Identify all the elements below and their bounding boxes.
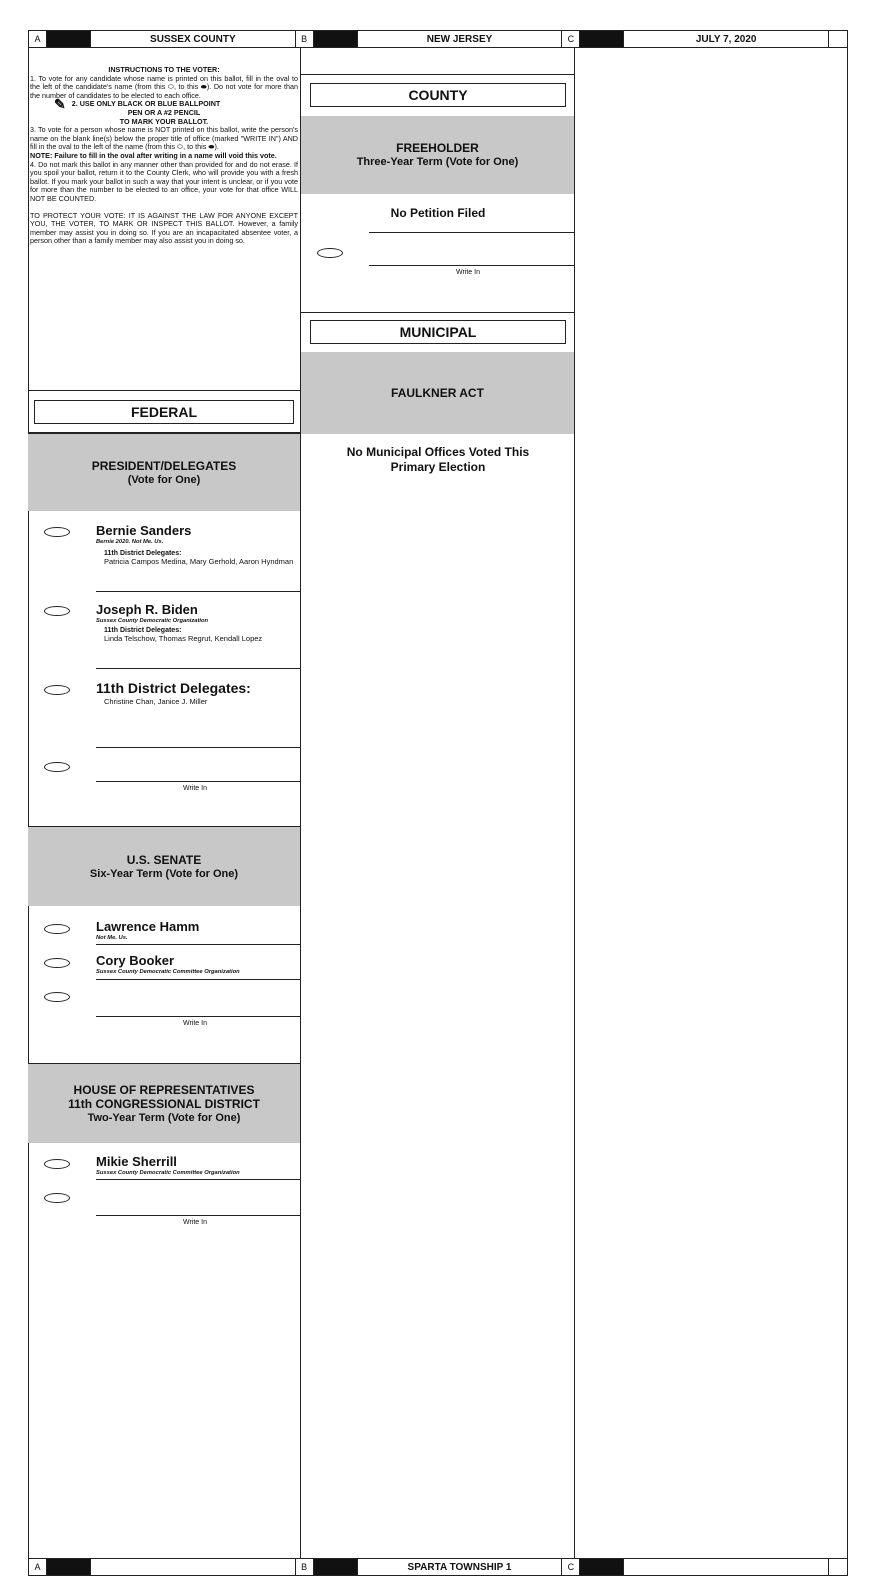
candidate-party: Sussex County Democratic Organization — [96, 618, 209, 624]
county-label: COUNTY — [310, 83, 566, 107]
instruction-1: 1. To vote for any candidate whose name is printed on this ballot, fill in the oval to the left of the candidate's name (from this ⬭, to this ⬬). Do not vote for more than the number of candidates to be elected to each office. — [30, 73, 298, 100]
candidate-name: Joseph R. Biden — [96, 602, 198, 617]
office-faulkner-act: FAULKNER ACT — [301, 352, 574, 434]
timing-block — [580, 1559, 624, 1575]
office-house: HOUSE OF REPRESENTATIVES 11th CONGRESSIONAL DISTRICT Two-Year Term (Vote for One) — [28, 1064, 300, 1143]
timing-mark-b: B — [296, 1559, 314, 1575]
header-county: SUSSEX COUNTY — [91, 31, 296, 47]
candidate-party: Bernie 2020. Not Me. Us. — [96, 539, 164, 545]
municipal-label: MUNICIPAL — [310, 320, 566, 344]
write-in-label: Write In — [183, 1219, 207, 1226]
delegates-names: Linda Telschow, Thomas Regrut, Kendall Lopez — [104, 634, 263, 643]
header-strip — [28, 30, 848, 48]
office-freeholder: FREEHOLDER Three-Year Term (Vote for One) — [301, 116, 574, 194]
vote-oval-sanders[interactable] — [44, 527, 70, 537]
candidate-name: 11th District Delegates: — [96, 680, 251, 696]
vote-oval-biden[interactable] — [44, 606, 70, 616]
timing-mark-c: C — [562, 31, 580, 47]
write-in-label: Write In — [456, 269, 480, 276]
no-municipal-offices: No Municipal Offices Voted This Primary Election — [346, 445, 530, 474]
instruction-3: 3. To vote for a person whose name is NOT printed on this ballot, write the person's name on the blank line(s) below the proper title of office (marked "WRITE IN") AND fill in the oval to the left of the name (from this ⬭, to this ⬬). — [30, 125, 298, 152]
vote-oval-booker[interactable] — [44, 958, 70, 968]
timing-block — [47, 31, 91, 47]
vote-oval-delegates[interactable] — [44, 685, 70, 695]
candidate-name: Mikie Sherrill — [96, 1154, 177, 1169]
footer-strip — [28, 1558, 848, 1576]
delegates-heading: 11th District Delegates: — [104, 550, 182, 557]
timing-mark-a: A — [29, 1559, 47, 1575]
no-petition-filed: No Petition Filed — [390, 206, 486, 220]
footer-blank — [624, 1559, 829, 1575]
footer-district: SPARTA TOWNSHIP 1 — [358, 1559, 563, 1575]
pencil-icon: ✎ — [54, 96, 66, 113]
delegates-names: Christine Chan, Janice J. Miller — [104, 697, 208, 706]
delegates-heading: 11th District Delegates: — [104, 627, 182, 634]
timing-mark-a: A — [29, 31, 47, 47]
column-federal — [28, 48, 301, 1558]
footer-blank — [91, 1559, 296, 1575]
instructions-title: INSTRUCTIONS TO THE VOTER: — [108, 65, 220, 74]
vote-oval-write-in[interactable] — [44, 992, 70, 1002]
timing-block — [314, 31, 358, 47]
instruction-note: NOTE: Failure to fill in the oval after writing in a name will void this vote. — [30, 150, 277, 160]
protect-your-vote: TO PROTECT YOUR VOTE: IT IS AGAINST THE LAW FOR ANYONE EXCEPT YOU, THE VOTER, TO MARK OR INSPECT THIS BALLOT. However, a family member may assist you in doing so. If you are an incapacitated absentee voter, a person other than a family member may also assist you in doing so. — [30, 210, 298, 246]
instruction-4: 4. Do not mark this ballot in any manner other than provided for and do not erase. If you spoil your ballot, return it to the County Clerk, who will provide you with a fresh ballot. If you mark your ballot in such a way that your intent is unclear, or if you vote for more than the number to be elected to an office, your vote for that office WILL NOT BE COUNTED. — [30, 159, 298, 203]
instruction-2: ✎ 2. USE ONLY BLACK OR BLUE BALLPOINT — [54, 96, 221, 113]
office-senate: U.S. SENATE Six-Year Term (Vote for One) — [28, 827, 300, 906]
vote-oval-hamm[interactable] — [44, 924, 70, 934]
write-in-label: Write In — [183, 785, 207, 792]
candidate-name: Lawrence Hamm — [96, 919, 200, 934]
write-in-line[interactable] — [96, 1016, 301, 1017]
header-state: NEW JERSEY — [358, 31, 563, 47]
write-in-line[interactable] — [96, 1215, 301, 1216]
delegates-names: Patricia Campos Medina, Mary Gerhold, Aaron Hyndman — [104, 557, 294, 566]
corner-mark — [829, 1559, 847, 1575]
write-in-label: Write In — [183, 1020, 207, 1027]
federal-label: FEDERAL — [34, 400, 294, 424]
voter-instructions: INSTRUCTIONS TO THE VOTER: 1. To vote for any candidate whose name is printed on this ballot, fill in the oval to the left of the candidate's name (from this ⬭, to this ⬬). Do not vote for more than the number of candidates to be elected to each office. ✎ 2. USE ONLY BLACK OR BLUE BALLPOINT PEN OR A #2 PENCIL TO MARK YOUR BALLOT. 3. To vote for a person whose name is NOT printed on this ballot, write the person's name on the blank line(s) below the proper title of office (marked "WRITE IN") AND fill in the oval to the left of the name (from this ⬭, to this ⬬). NOTE: Failure to fill in the oval after writing in a name will void this vote. 4. Do not mark this ballot in any manner other than provided for and do not erase. If you spoil your ballot, return it to the County Clerk, who will provide you with a fresh ballot. If you mark your ballot in such a way that your intent is unclear, or if you vote for more than the number to be elected to an office, your vote for that office WILL NOT BE COUNTED. TO PROTECT YOUR VOTE: IT IS AGAINST THE LAW FOR ANYONE EXCEPT YOU, THE VOTER, TO MARK OR INSPECT THIS BALLOT. However, a family member may assist you in doing so. If you are an incapacitated absentee voter, a person other than a family member may also assist you in doing so. — [30, 65, 298, 246]
corner-mark — [829, 31, 847, 47]
timing-mark-c: C — [562, 1559, 580, 1575]
write-in-line[interactable] — [96, 781, 301, 782]
column-county-municipal — [301, 48, 575, 1558]
header-date: JULY 7, 2020 — [624, 31, 829, 47]
candidate-party: Not Me. Us. — [96, 935, 128, 941]
candidate-name: Bernie Sanders — [96, 523, 192, 538]
vote-oval-write-in[interactable] — [44, 1193, 70, 1203]
candidate-party: Sussex County Democratic Committee Organization — [96, 1170, 240, 1176]
vote-oval-write-in[interactable] — [317, 248, 343, 258]
column-blank — [575, 48, 848, 1558]
vote-oval-sherrill[interactable] — [44, 1159, 70, 1169]
vote-oval-write-in[interactable] — [44, 762, 70, 772]
timing-block — [314, 1559, 358, 1575]
candidate-name: Cory Booker — [96, 953, 175, 968]
timing-block — [580, 31, 624, 47]
office-president: PRESIDENT/DELEGATES (Vote for One) — [28, 434, 300, 511]
timing-mark-b: B — [296, 31, 314, 47]
candidate-party: Sussex County Democratic Committee Organization — [96, 969, 240, 975]
write-in-line[interactable] — [369, 265, 575, 266]
timing-block — [47, 1559, 91, 1575]
